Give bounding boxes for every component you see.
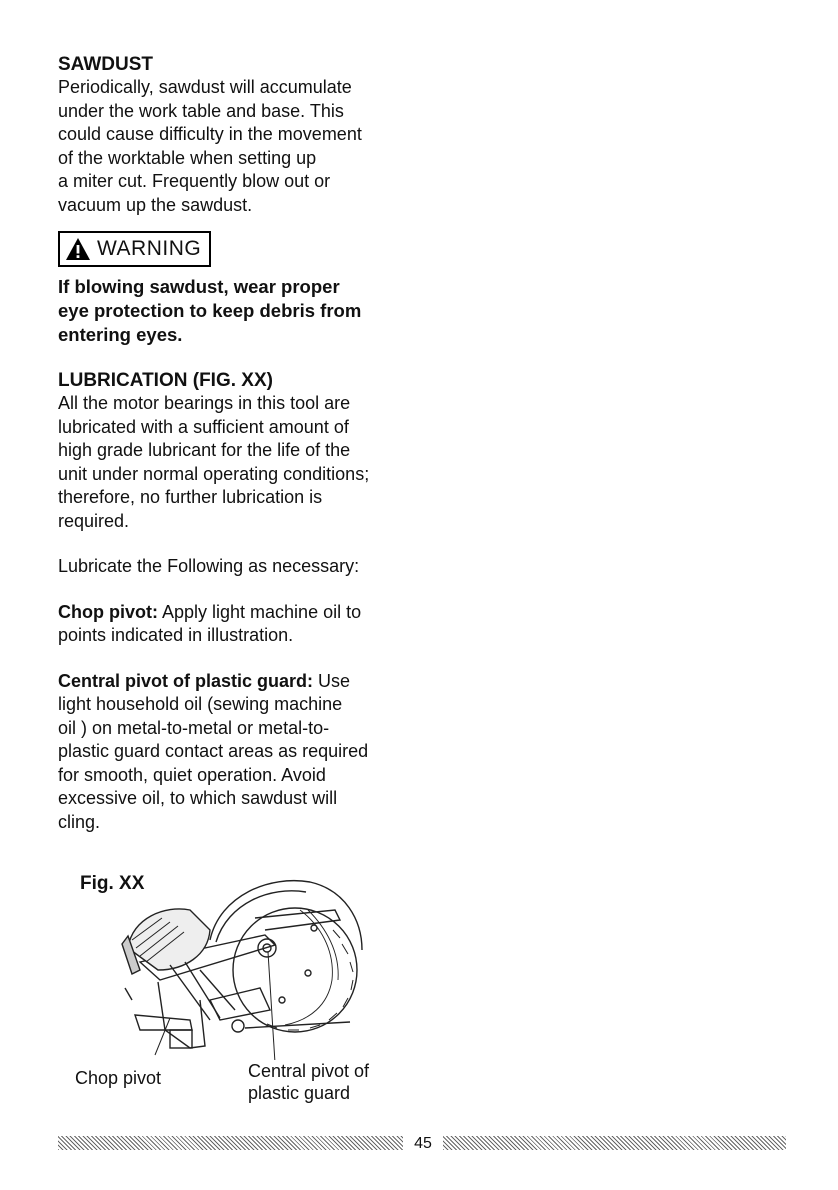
text-line: plastic guard (248, 1083, 351, 1103)
text-line: therefore, no further lubrication is (58, 487, 323, 507)
chop-pivot-paragraph (58, 601, 408, 648)
figure-xx (70, 870, 400, 1135)
page-footer (58, 1135, 786, 1153)
text-line: plastic guard contact areas as required (58, 741, 369, 761)
text-line: for smooth, quiet operation. Avoid (58, 764, 326, 785)
main-column (58, 53, 408, 834)
text-line: eye protection to keep debris from (58, 300, 362, 321)
text-line: Periodically, sawdust will accumulate (58, 77, 352, 97)
text-line: could cause difficulty in the movement (58, 124, 362, 144)
text-line: Use (313, 670, 351, 691)
warning-text (58, 275, 408, 347)
caption-central-pivot (248, 1060, 369, 1104)
lubricate-intro: Lubricate the Following as necessary: (58, 556, 360, 576)
text-line: All the motor bearings in this tool are (58, 393, 351, 413)
warning-label: WARNING (97, 237, 202, 260)
text-line: vacuum up the sawdust. (58, 194, 253, 215)
sawdust-paragraph (58, 76, 408, 217)
footer-band-left (58, 1136, 403, 1150)
text-line: points indicated in illustration. (58, 625, 294, 645)
text-line: Central pivot of (248, 1061, 370, 1081)
text-line: cling. (58, 811, 101, 832)
text-line: lubricated with a sufficient amount of (58, 416, 349, 437)
text-line: unit under normal operating conditions; (58, 463, 370, 484)
text-line: of the worktable when setting up (58, 147, 317, 168)
warning-label-box (58, 231, 211, 267)
text-line: a miter cut. Frequently blow out or (58, 171, 331, 191)
text-line: under the work table and base. This (58, 100, 344, 121)
footer-band-right (443, 1136, 786, 1150)
text-line: oil ) on metal-to-metal or metal-to- (58, 717, 330, 738)
caption-chop-pivot: Chop pivot (75, 1068, 162, 1088)
text-line: entering eyes. (58, 324, 183, 345)
figure-title: Fig. XX (80, 873, 145, 894)
warning-triangle-icon (65, 237, 91, 261)
text-line: If blowing sawdust, wear proper (58, 276, 340, 297)
sawdust-heading: SAWDUST (58, 54, 153, 75)
text-line: Apply light machine oil to (157, 601, 362, 622)
text-line: light household oil (sewing machine (58, 694, 343, 714)
lubrication-paragraph (58, 392, 408, 533)
page-number: 45 (414, 1135, 432, 1152)
text-line: excessive oil, to which sawdust will (58, 788, 338, 808)
text-line: high grade lubricant for the life of the (58, 440, 351, 460)
central-pivot-label: Central pivot of plastic guard: (58, 670, 314, 691)
central-pivot-paragraph (58, 670, 408, 835)
text-line: required. (58, 510, 130, 531)
chop-pivot-label: Chop pivot: (58, 601, 158, 622)
miter-saw-illustration (70, 870, 400, 1060)
lubrication-heading: LUBRICATION (FIG. XX) (58, 370, 273, 391)
